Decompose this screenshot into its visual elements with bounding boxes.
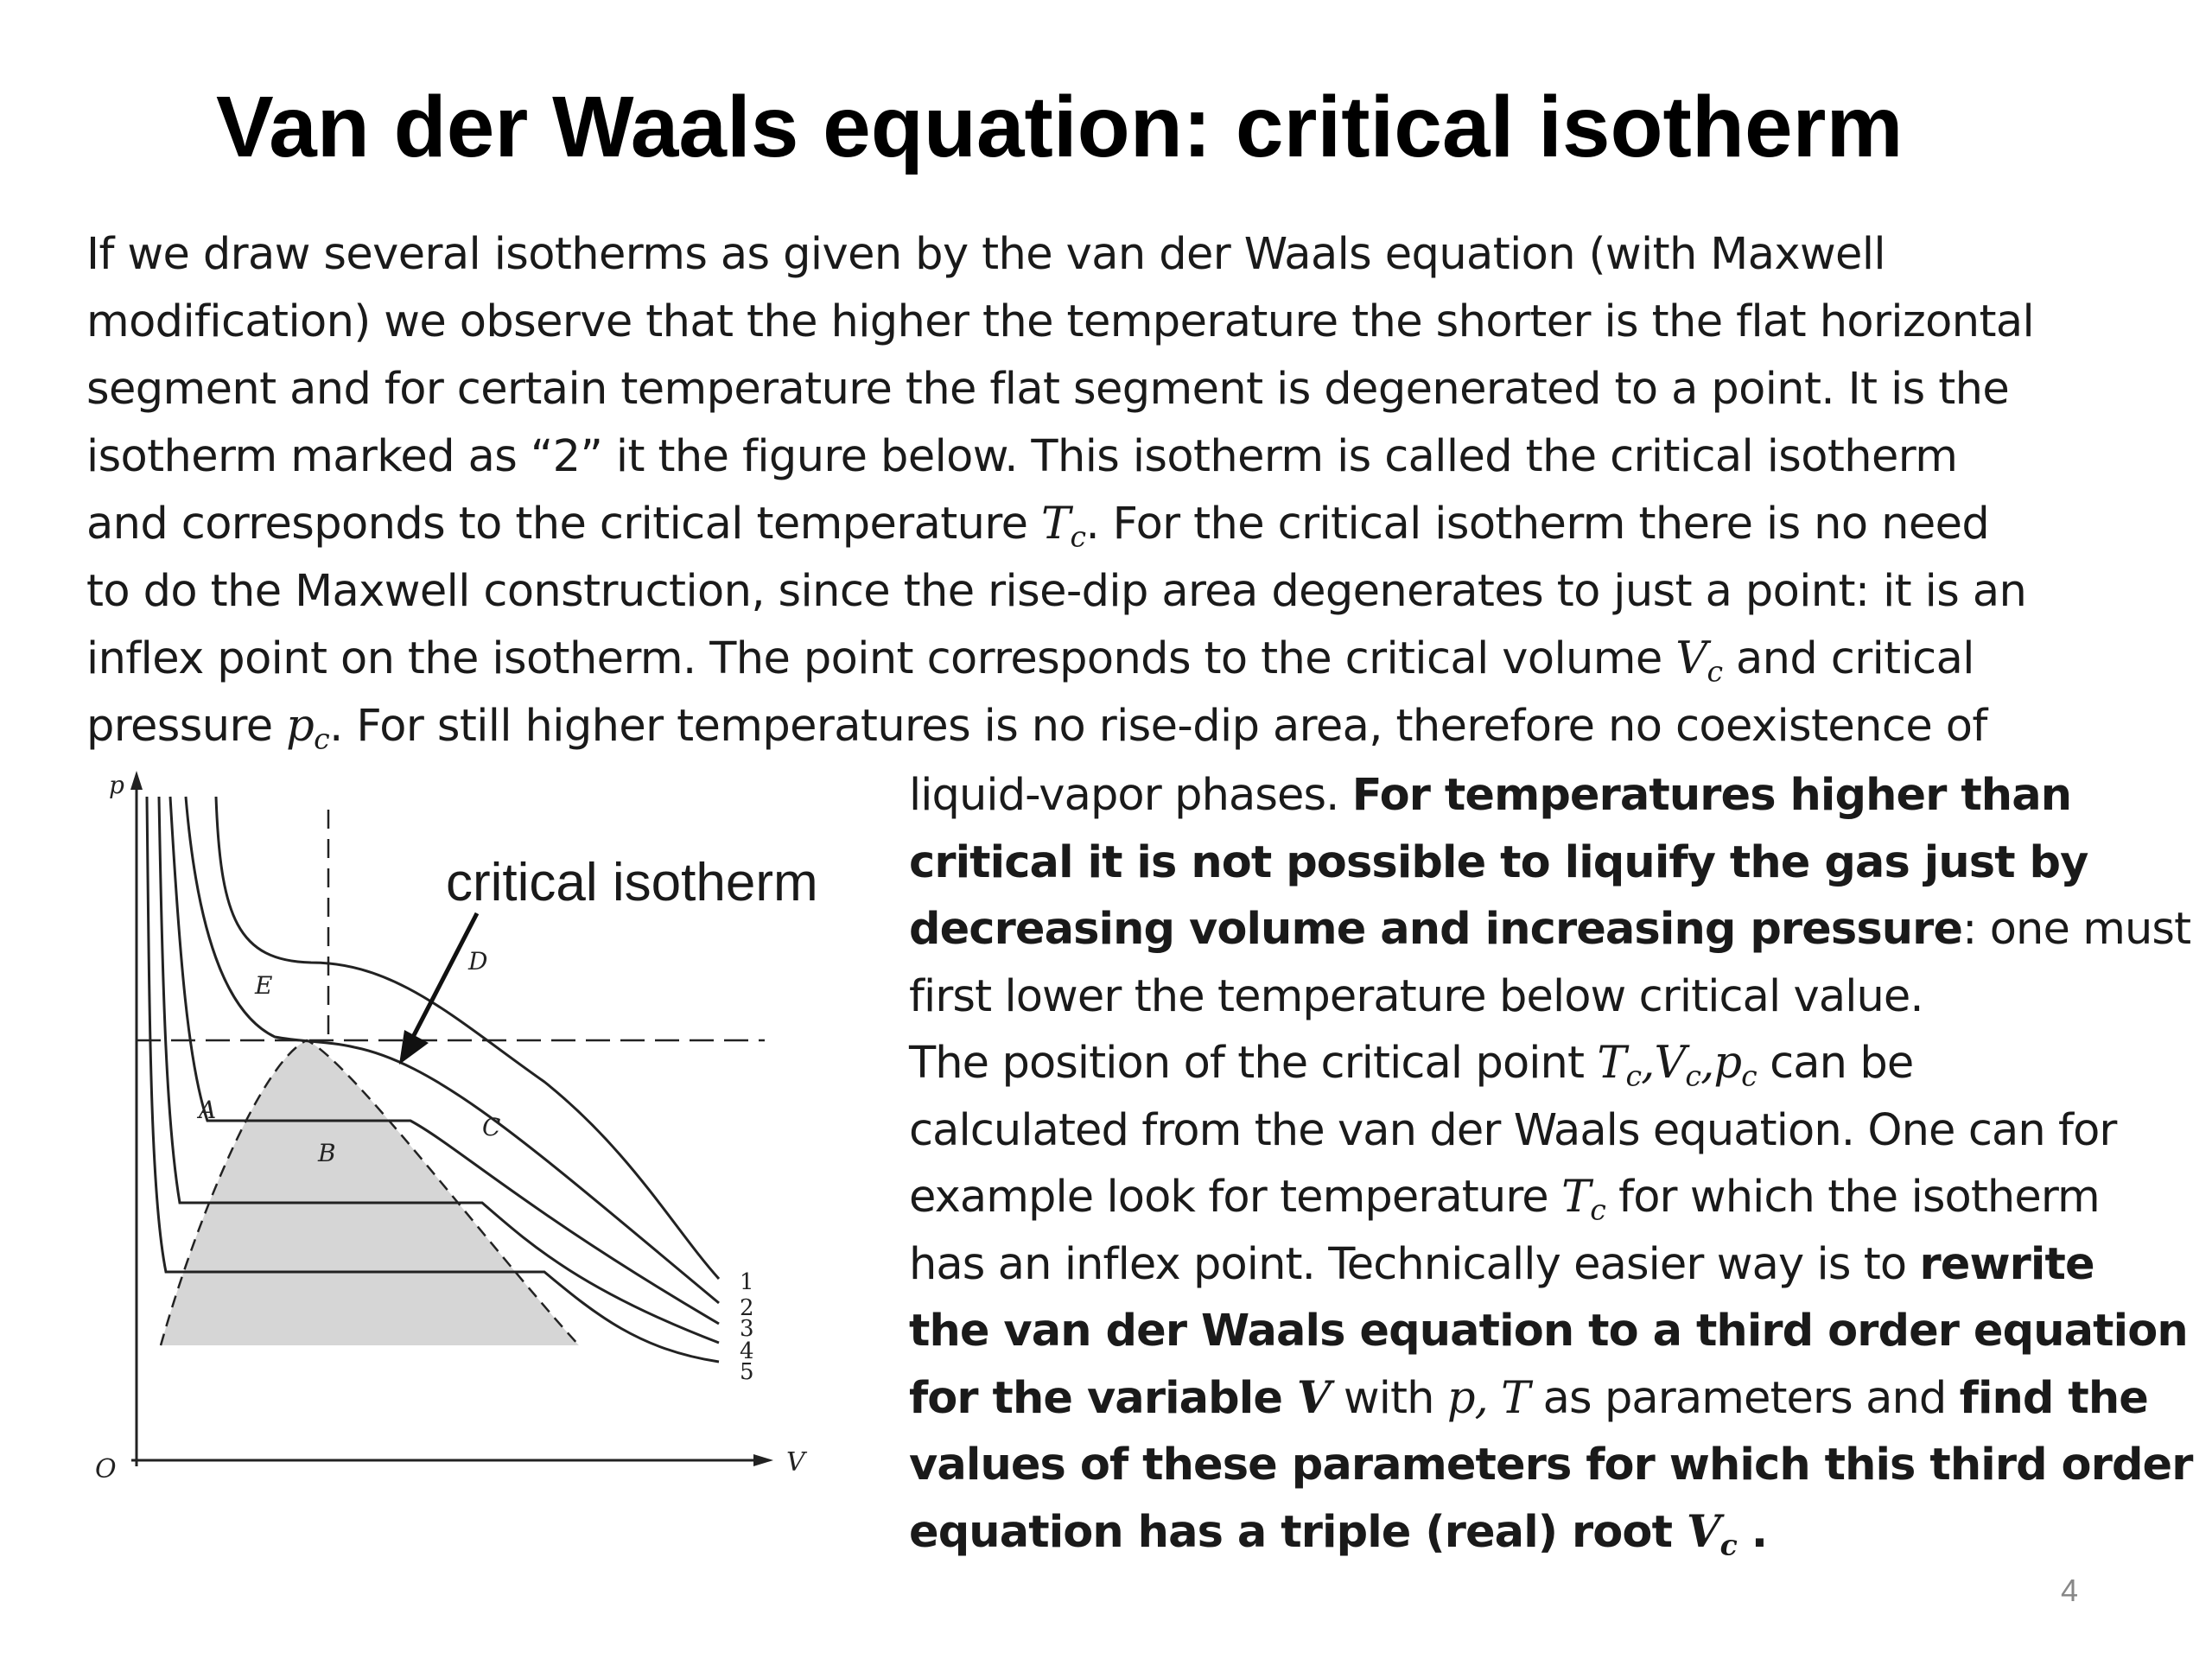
math-critical-temperature: $T_c$ [1561,1172,1605,1227]
curve-label-4: 4 [740,1338,754,1364]
origin-label: O [95,1454,117,1484]
callout-arrow-line [412,913,477,1039]
text-line: calculated from the van der Waals equation. One can for [909,1104,2117,1156]
region-label-a: A [199,1096,217,1124]
text-line: has an inflex point. Technically easier way is to rewrite [909,1238,2094,1290]
text-line: The position of the critical point $T_c,V_c,p_c$ can be [909,1038,1914,1093]
v-axis-arrow [753,1454,773,1466]
math-critical-pressure: $p_c$ [286,701,330,756]
curve-label-3: 3 [740,1316,754,1342]
text-line: If we draw several isotherms as given by the van der Waals equation (with Maxwell [86,229,1885,280]
region-label-b: B [318,1139,336,1167]
text-line: pressure $p_c$. For still higher temperatures is no rise-dip area, therefore no coexistence of [86,701,1987,756]
math-critical-point: $T_c,V_c,p_c$ [1597,1038,1757,1093]
text-line: inflex point on the isotherm. The point corresponds to the critical volume $V_c$ and critical [86,633,1974,689]
region-label-c: C [482,1113,501,1141]
curve-label-1: 1 [740,1269,754,1295]
critical-isotherm-callout: critical isotherm [446,853,818,912]
text-line: modification) we observe that the higher the temperature the shorter is the flat horizontal [86,296,2035,347]
curve-label-2: 2 [740,1295,754,1321]
text-line: isotherm marked as “2” it the figure below. This isotherm is called the critical isotherm [86,431,1958,482]
slide-title: Van der Waals equation: critical isotherm [216,79,1904,175]
v-axis-label: V [786,1447,805,1478]
explanation-paragraph [909,762,2193,1566]
text-line: to do the Maxwell construction, since the rise-dip area degenerates to just a point: it is an [86,566,2027,617]
text-line: the van der Waals equation to a third order equation [909,1306,2188,1357]
text-line: decreasing volume and increasing pressure: one must [909,904,2191,955]
math-parameters: p, T [1446,1372,1530,1424]
text-line: segment and for certain temperature the flat segment is degenerated to a point. It is the [86,364,2010,415]
p-axis-arrow [130,771,143,790]
text-line: equation has a triple (real) root $V_c$ . [909,1505,1768,1561]
math-variable-v: V [1296,1371,1331,1424]
intro-paragraph [86,221,2177,760]
callout-arrow-head [399,1030,429,1065]
text-line: liquid-vapor phases. For temperatures higher than [909,770,2072,821]
text-line: critical it is not possible to liquify the gas just by [909,836,2088,888]
math-critical-volume: $V_c$ [1675,633,1723,689]
pv-diagram-figure [78,762,855,1497]
text-line: example look for temperature $T_c$ for which the isotherm [909,1172,2100,1227]
text-line: and corresponds to the critical temperature $T_c$. For the critical isotherm there is no need [86,499,1990,554]
text-line: first lower the temperature below critical value. [909,970,1923,1022]
curve-label-5: 5 [740,1359,754,1385]
text-line: for the variable V with p, T as parameters and find the [909,1371,2148,1424]
p-axis-label: p [109,771,124,799]
page-number: 4 [2061,1573,2079,1608]
math-triple-root: $V_c$ [1686,1505,1737,1561]
text-line: values of these parameters for which this third order [909,1440,2193,1491]
region-label-d: D [468,947,488,976]
region-label-e: E [255,971,273,1000]
math-critical-temperature: $T_c$ [1041,499,1086,554]
